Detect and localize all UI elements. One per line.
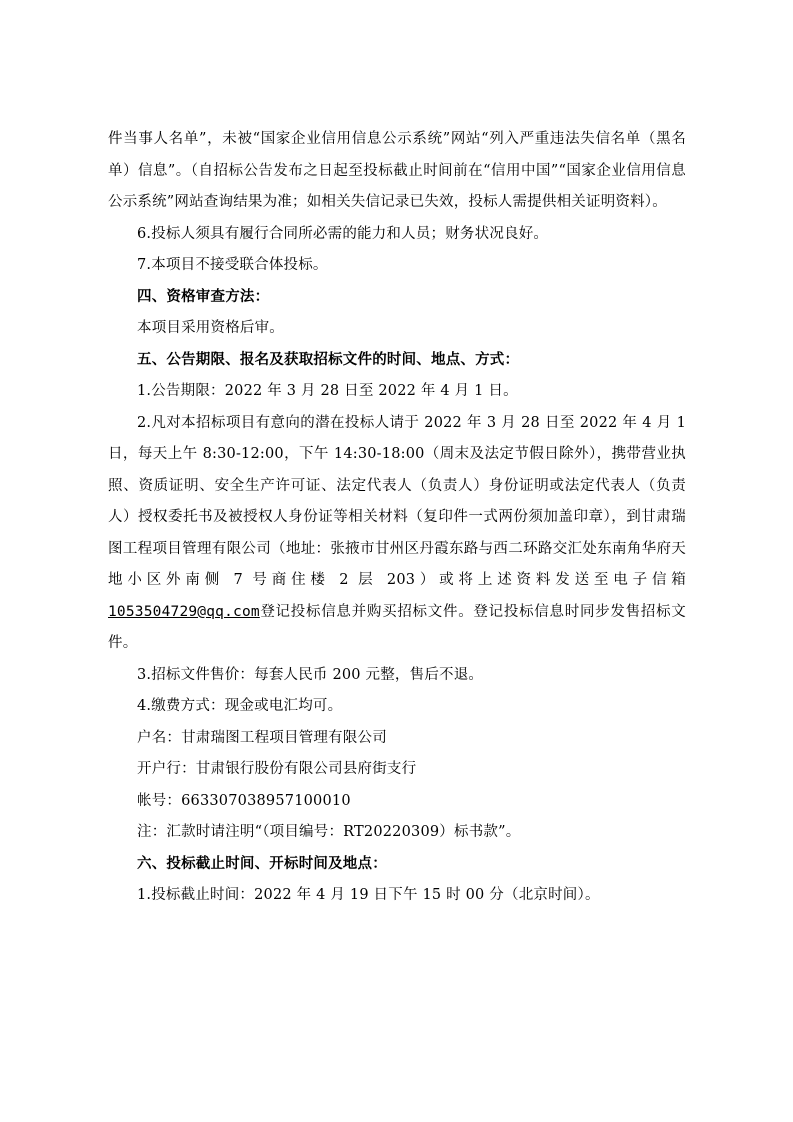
- paragraph-requirement-6: 6.投标人须具有履行合同所必需的能力和人员；财务状况良好。: [137, 225, 549, 242]
- paragraph-remittance-note: 注：汇款时请注明“（项目编号：RT20220309）标书款”。: [137, 824, 521, 840]
- section-heading-4: 四、资格审查方法：: [137, 288, 270, 305]
- section-heading-6: 六、投标截止时间、开标时间及地点：: [137, 855, 387, 872]
- paragraph-bank: 开户行：甘肃银行股份有限公司县府街支行: [137, 761, 417, 777]
- paragraph-requirement-7: 7.本项目不接受联合体投标。: [137, 257, 328, 273]
- paragraph-deadline: 1.投标截止时间：2022 年 4 月 19 日下午 15 时 00 分（北京时间）。: [137, 887, 600, 903]
- section-heading-5: 五、公告期限、报名及获取招标文件的时间、地点、方式：: [137, 351, 520, 368]
- paragraph-account-name: 户名：甘肃瑞图工程项目管理有限公司: [137, 729, 387, 746]
- paragraph-blacklist-note: 件当事人名单”，未被“国家企业信用信息公示系统”网站“列入严重违法失信名单（黑名单）信息”。（自招标公告发布之日起至投标截止时间前在“信用中国”“国家企业信用信息公示系统”网站查询结果为准；如相关失信记录已失效，投标人需提供相关证明资料）。: [108, 131, 686, 210]
- document-body: [108, 124, 686, 912]
- email-link[interactable]: 1053504729@qq.com: [108, 603, 260, 620]
- registration-text: 2.凡对本招标项目有意向的潜在投标人请于 2022 年 3 月 28 日至 2022 年 4 月 1 日，每天上午 8:30-12:00，下午 14:30-18:00（周末及法定节假日除外），携带营业执照、资质证明、安全生产许可证、法定代表人（负责人）身份证明或法定代表人（负责人）授权委托书及被授权人身份证等相关材料（复印件一式两份须加盖印章），到甘肃瑞图工程项目管理有限公司（地址：张掖市甘州区丹霞东路与西二环路交汇处东南角华府天地小区外南侧 7 号商住楼 2 层 203）或将上述资料发送至电子信箱: [108, 414, 686, 588]
- paragraph-document-price: 3.招标文件售价：每套人民币 200 元整，售后不退。: [137, 666, 484, 683]
- paragraph-account-number: 帐号：663307038957100010: [137, 792, 351, 809]
- paragraph-review-method: 本项目采用资格后审。: [137, 320, 284, 336]
- paragraph-payment-method: 4.缴费方式：现金或电汇均可。: [137, 698, 343, 714]
- paragraph-registration: [108, 408, 686, 660]
- registration-text-end: 登记投标信息并购买招标文件。登记投标信息时同步发售招标文件。: [108, 603, 686, 651]
- paragraph-notice-period: 1.公告期限：2022 年 3 月 28 日至 2022 年 4 月 1 日。: [137, 383, 518, 399]
